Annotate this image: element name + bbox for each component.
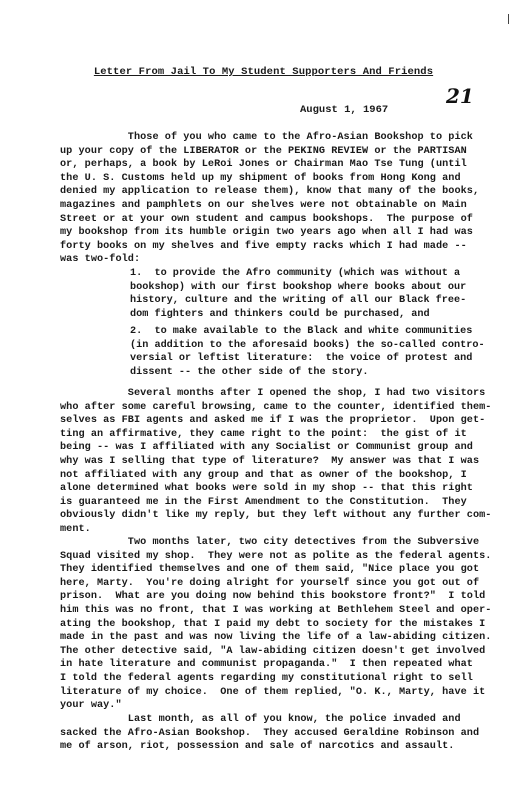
page-number: 21 [446,84,474,108]
paragraph-4: Last month, as all of you know, the police invaded and sacked the Afro-Asian Bookshop. They accused Geraldine Robinson and me of arson, riot, possession and sale of narcotics and assault. [60,714,480,753]
paragraph-2: Several months after I opened the shop, I had two visitors who after some careful browsing, came to the counter, identified them- selves as FBI agents and asked me if I was the proprietor. Upon get- ting an affirmative, they came right to the point: the gist of it being -- was I affiliated with any Socialist or Communist group and why was I selling that type of literature? My answer was that I was not affiliated with any group and that as owner of the bookshop, I alone determined what books were sold in my shop -- that this right is guaranteed me in the First Amendment to the Constitution. They obviously didn't like my reply, but they left without any further com- ment. [60,388,492,535]
letter-title: Letter From Jail To My Student Supporters And Friends [93,66,434,78]
paragraph-1: Those of you who came to the Afro-Asian Bookshop to pick up your copy of the LIBERATOR or the PEKING REVIEW or the PARTISAN or, perhaps, a book by LeRoi Jones or Chairman Mao Tse Tung (until the U. S. Customs held up my shipment of books from Hong Kong and denied my application to release them), know that many of the books, magazines and pamphlets on our shelves were not obtainable on Main Street or at your own student and campus bookshops. The purpose of my bookshop from its humble origin two years ago when all I had was forty books on my shelves and five empty racks which I had made -- was two-fold: [60,132,480,266]
corner-mark [508,14,515,24]
list-item-2: 2. to make available to the Black and white communities (in addition to the aforesaid books) the so-called contro- versial or leftist literature: the voice of protest and dissent -- the other side of the story. [130,326,485,378]
letter-date: August 1, 1967 [300,104,389,116]
paragraph-3: Two months later, two city detectives from the Subversive Squad visited my shop. They were not as polite as the federal agents. They identified themselves and one of them said, "Nice place you got here, Marty. You're doing alright for yourself since you got out of prison. What are you doing now behind this bookstore front?" I told him this was no front, that I was working at Bethlehem Steel and oper- ating the bookshop, that I paid my debt to society for the mistakes I made in the past and was now living the life of a law-abiding citizen. The other detective said, "A law-abiding citizen doesn't get involved in hate literature and communist propaganda." I then repeated what I told the federal agents regarding my constitutional right to sell literature of my choice. One of them replied, "O. K., Marty, have it your way." [60,537,492,712]
list-item-1: 1. to provide the Afro community (which was without a bookshop) with our first bookshop where books about our history, culture and the writing of all our Black free- dom fighters and thinkers could be purchased, and [130,268,467,320]
